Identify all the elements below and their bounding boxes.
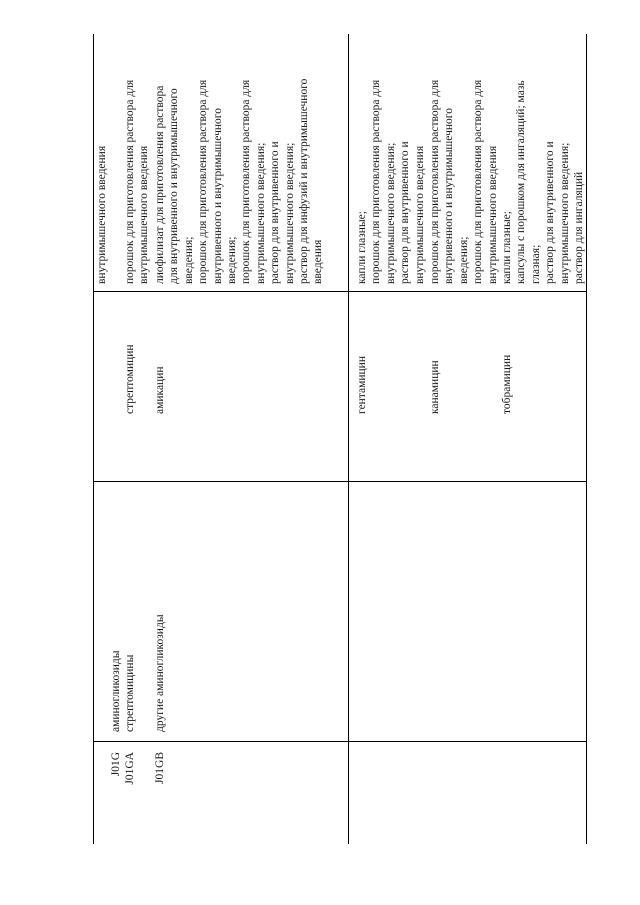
form-continuation: внутримышечного введения xyxy=(96,145,108,284)
drug-kanamycin: канамицин xyxy=(429,360,441,414)
atc-code-j01g: J01G J01GA xyxy=(110,752,137,785)
rotated-table-page xyxy=(93,34,586,844)
table-top-border xyxy=(93,34,94,844)
forms-gentamicin: капли глазные; порошок для приготовления раствора для внутримышечного введения; раствор для внутривенного и внутримышечного введения xyxy=(356,79,426,284)
table-row-divider xyxy=(348,34,349,844)
forms-kanamycin: порошок для приготовления раствора для внутривенного и внутримышечного введения; порошок для приготовления раствора для внутримышечного введения xyxy=(429,79,499,284)
drug-tobramycin: тобрамицин xyxy=(501,354,513,414)
column-divider-drugs xyxy=(93,291,586,292)
forms-tobramycin: капли глазные; капсулы с порошком для ингаляций; мазь глазная; раствор для внутривенного и внутримышечного введения; раствор для ингаляций xyxy=(501,80,586,284)
group-other-aminoglycosides: другие аминогликозиды xyxy=(154,614,166,732)
drug-amikacin: амикацин xyxy=(154,366,166,414)
forms-amikacin: лиофилизат для приготовления раствора для внутривенного и внутримышечного введения; порошок для приготовления раствора для внутривенного и внутримышечного введения; порошок для приготовления раствора для внутримышечного введения; раствор для внутривенного и внутримышечного введения; раствор для инфузий и внутримышечного введения xyxy=(154,78,325,284)
atc-code-j01gb: J01GB xyxy=(154,752,166,784)
drug-gentamicin: гентамицин xyxy=(356,356,368,414)
column-divider-codes xyxy=(93,741,586,742)
column-divider-groups xyxy=(93,481,586,482)
group-aminoglycosides: аминогликозиды стрептомицины xyxy=(110,650,137,732)
forms-streptomycin: порошок для приготовления раствора для внутримышечного введения xyxy=(124,79,151,284)
drug-streptomycin: стрептомицин xyxy=(124,344,136,414)
